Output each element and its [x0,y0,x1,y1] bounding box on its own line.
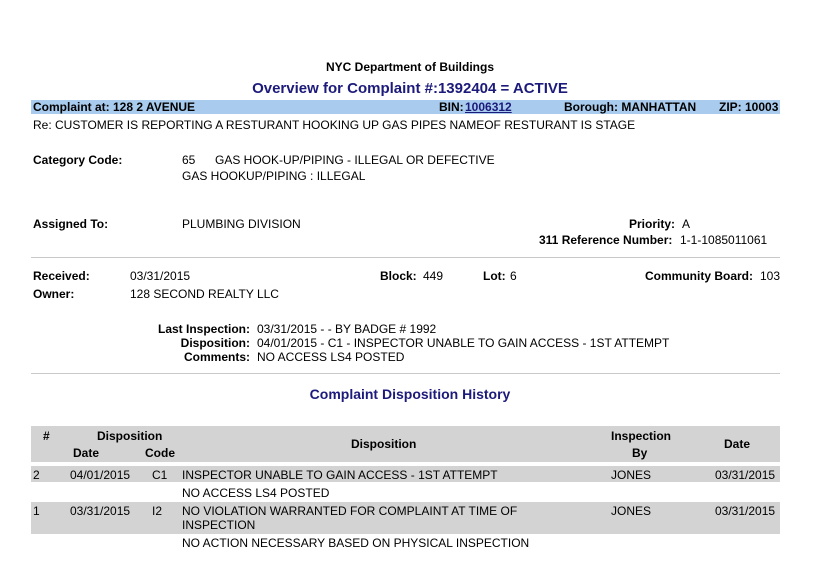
category-description: GAS HOOK-UP/PIPING - ILLEGAL OR DEFECTIVE [215,153,495,167]
assigned-label: Assigned To: [33,217,109,231]
bin-link[interactable]: 1006312 [465,100,512,114]
row-disposition-continued: INSPECTION [182,518,256,532]
assigned-value: PLUMBING DIVISION [182,217,301,231]
divider [31,373,780,374]
row-number: 2 [33,468,40,482]
page-title: Overview for Complaint #:1392404 = ACTIVE [252,80,568,97]
zip-code: ZIP: 10003 [719,100,779,114]
lot-label: Lot: [483,269,506,283]
complaint-description: Re: CUSTOMER IS REPORTING A RESTURANT HOOKING UP GAS PIPES NAMEOF RESTURANT IS STAGE [33,118,636,132]
department-name: NYC Department of Buildings [325,60,494,74]
row-disposition: INSPECTOR UNABLE TO GAIN ACCESS - 1ST ATTEMPT [182,468,498,482]
category-code: 65 [182,153,196,167]
col-date: Date [73,446,100,460]
complaint-address-bar [31,100,780,114]
col-inspection-by: By [632,446,648,460]
last-inspection-label: Last Inspection: [157,322,250,336]
borough: Borough: MANHATTAN [564,100,697,114]
complaint-address: Complaint at: 128 2 AVENUE [33,100,196,114]
row-code: C1 [152,468,168,482]
category-label: Category Code: [33,153,123,167]
last-inspection-value: 03/31/2015 - - BY BADGE # 1992 [257,322,437,336]
row-date: 04/01/2015 [70,468,131,482]
received-label: Received: [33,269,90,283]
row-date-2: 03/31/2015 [715,504,776,518]
row-date: 03/31/2015 [70,504,131,518]
priority-value: A [682,217,691,231]
reference-number-value: 1-1-1085011061 [680,233,768,247]
col-disposition: Disposition [351,437,417,451]
comments-label: Comments: [183,350,250,364]
owner-label: Owner: [33,287,75,301]
community-board-value: 103 [760,269,781,283]
row-inspector: JONES [611,468,652,482]
lot-value: 6 [510,269,517,283]
col-code: Code [145,446,175,460]
reference-number-label: 311 Reference Number: [539,233,673,247]
row-date-2: 03/31/2015 [715,468,776,482]
row-comment: NO ACTION NECESSARY BASED ON PHYSICAL INSPECTION [182,536,530,550]
divider [31,257,780,258]
received-date: 03/31/2015 [130,269,191,283]
col-number: # [43,429,50,443]
row-inspector: JONES [611,504,652,518]
history-table-header [31,426,780,462]
disposition-value: 04/01/2015 - C1 - INSPECTOR UNABLE TO GAIN ACCESS - 1ST ATTEMPT [257,336,670,350]
col-date-2: Date [724,437,751,451]
owner-value: 128 SECOND REALTY LLC [130,287,279,301]
col-inspection: Inspection [611,429,672,443]
col-disposition-group: Disposition [97,429,163,443]
block-label: Block: [380,269,417,283]
row-disposition: NO VIOLATION WARRANTED FOR COMPLAINT AT TIME OF [182,504,518,518]
row-comment: NO ACCESS LS4 POSTED [182,486,330,500]
community-board-label: Community Board: [645,269,753,283]
category-subdescription: GAS HOOKUP/PIPING : ILLEGAL [182,169,366,183]
disposition-label: Disposition: [180,336,250,350]
row-number: 1 [33,504,40,518]
block-value: 449 [423,269,444,283]
history-title: Complaint Disposition History [309,386,511,402]
bin-label: BIN: [439,100,464,114]
row-code: I2 [152,504,163,518]
comments-value: NO ACCESS LS4 POSTED [257,350,405,364]
priority-label: Priority: [629,217,676,231]
